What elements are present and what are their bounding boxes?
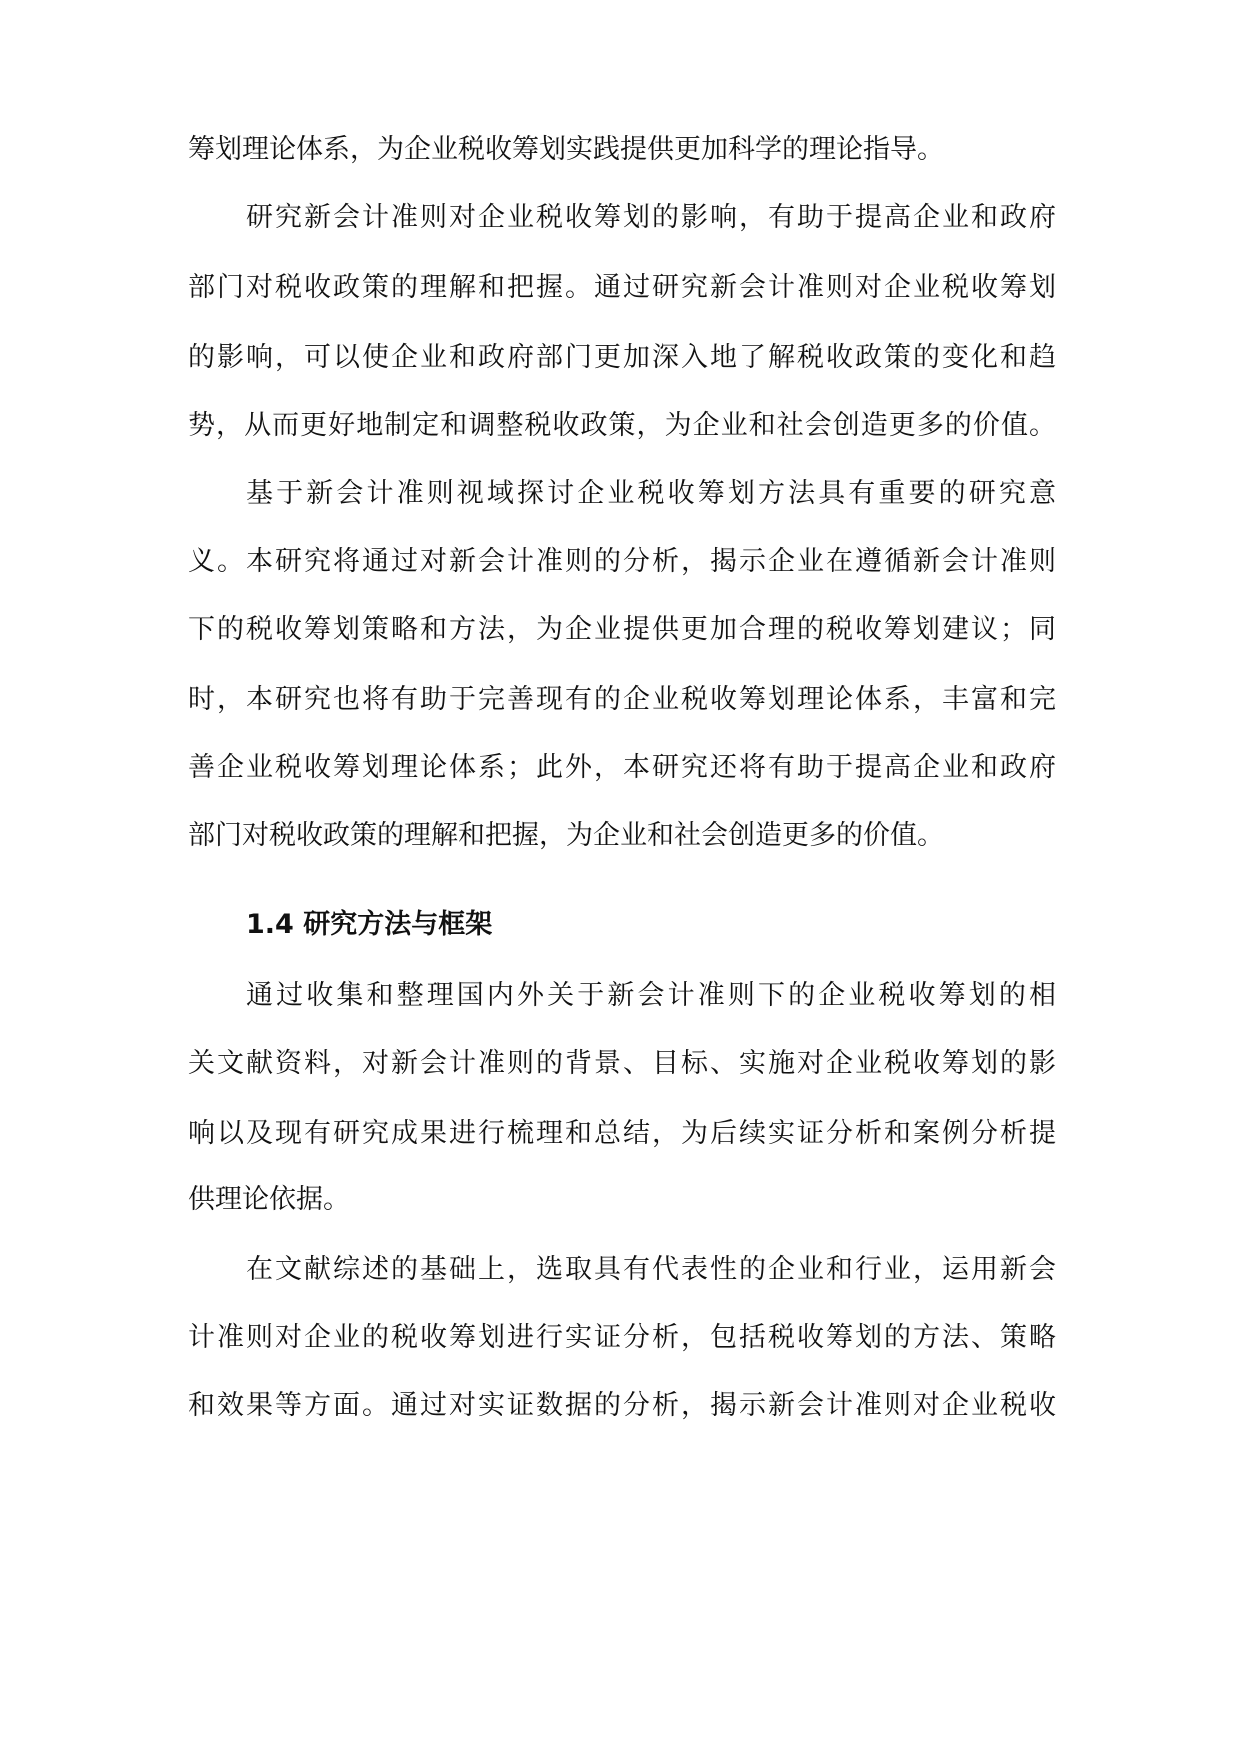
text-line: 部门对税收政策的理解和把握，为企业和社会创造更多的价值。 [188,820,944,851]
text-line: 关文献资料，对新会计准则的背景、目标、实施对企业税收筹划的影 [188,1048,1056,1079]
text-line: 和效果等方面。通过对实证数据的分析，揭示新会计准则对企业税收 [188,1390,1056,1421]
text-line: 筹划理论体系，为企业税收筹划实践提供更加科学的理论指导。 [188,134,944,165]
section-heading: 1.4 研究方法与框架 [246,909,493,940]
text-line: 的影响，可以使企业和政府部门更加深入地了解税收政策的变化和趋 [188,342,1056,373]
text-line: 势，从而更好地制定和调整税收政策，为企业和社会创造更多的价值。 [188,410,1056,441]
paragraph-first-line: 基于新会计准则视域探讨企业税收筹划方法具有重要的研究意 [246,478,1056,509]
text-line: 下的税收筹划策略和方法，为企业提供更加合理的税收筹划建议；同 [188,614,1056,645]
text-line: 计准则对企业的税收筹划进行实证分析，包括税收筹划的方法、策略 [188,1322,1056,1353]
paragraph-first-line: 通过收集和整理国内外关于新会计准则下的企业税收筹划的相 [246,980,1056,1011]
paragraph-first-line: 在文献综述的基础上，选取具有代表性的企业和行业，运用新会 [246,1254,1056,1285]
text-line: 响以及现有研究成果进行梳理和总结，为后续实证分析和案例分析提 [188,1118,1056,1149]
paragraph-first-line: 研究新会计准则对企业税收筹划的影响，有助于提高企业和政府 [246,202,1056,233]
text-line: 部门对税收政策的理解和把握。通过研究新会计准则对企业税收筹划 [188,272,1056,303]
text-line: 义。本研究将通过对新会计准则的分析，揭示企业在遵循新会计准则 [188,546,1056,577]
text-line: 善企业税收筹划理论体系；此外，本研究还将有助于提高企业和政府 [188,752,1056,783]
text-line: 供理论依据。 [188,1184,350,1215]
text-line: 时，本研究也将有助于完善现有的企业税收筹划理论体系，丰富和完 [188,684,1056,715]
